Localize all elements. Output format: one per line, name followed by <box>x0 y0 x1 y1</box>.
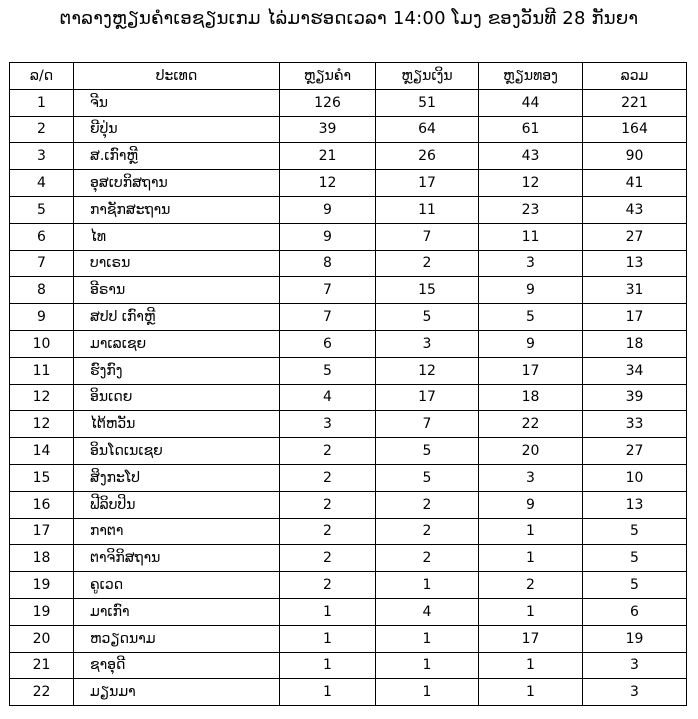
table-row <box>10 277 687 304</box>
table-row <box>10 357 687 384</box>
page-title: ຕາລາງຫຼຽນຄຳເອຊຽນເກມ ໄລ່ມາຮອດເວລາ 14:00 ໂມງ ຂອງວັນທີ 28 ກັນຍາ <box>59 8 639 29</box>
cell-gold: 9 <box>280 196 376 223</box>
cell-total: 33 <box>583 411 687 438</box>
cell-gold: 6 <box>280 330 376 357</box>
cell-rank: 1 <box>10 89 74 116</box>
table-row <box>10 598 687 625</box>
cell-country: ມຽນມາ <box>74 679 280 706</box>
cell-silver: 12 <box>376 357 479 384</box>
cell-bronze: 3 <box>479 250 583 277</box>
cell-bronze: 1 <box>479 545 583 572</box>
cell-country: ຍີປຸ່ນ <box>74 116 280 143</box>
table-row <box>10 223 687 250</box>
cell-bronze: 1 <box>479 652 583 679</box>
cell-gold: 7 <box>280 277 376 304</box>
cell-country: ກາຊັກສະຖານ <box>74 196 280 223</box>
cell-bronze: 20 <box>479 438 583 465</box>
cell-bronze: 17 <box>479 625 583 652</box>
table-body <box>10 89 687 705</box>
table-row <box>10 411 687 438</box>
cell-silver: 1 <box>376 652 479 679</box>
cell-gold: 7 <box>280 304 376 331</box>
header-bronze: ຫຼຽນທອງ <box>479 63 583 90</box>
table-header-row <box>10 63 687 90</box>
cell-silver: 7 <box>376 223 479 250</box>
cell-gold: 1 <box>280 652 376 679</box>
cell-total: 27 <box>583 223 687 250</box>
table-row <box>10 438 687 465</box>
header-total: ລວມ <box>583 63 687 90</box>
cell-bronze: 23 <box>479 196 583 223</box>
cell-rank: 9 <box>10 304 74 331</box>
cell-gold: 2 <box>280 572 376 599</box>
cell-rank: 8 <box>10 277 74 304</box>
cell-gold: 8 <box>280 250 376 277</box>
cell-total: 39 <box>583 384 687 411</box>
cell-country: ອິນໂດເນເຊຍ <box>74 438 280 465</box>
cell-country: ຫວຽດນາມ <box>74 625 280 652</box>
cell-total: 5 <box>583 518 687 545</box>
cell-silver: 2 <box>376 518 479 545</box>
cell-country: ຕາຈິກິສຖານ <box>74 545 280 572</box>
cell-country: ອິນເດຍ <box>74 384 280 411</box>
cell-country: ໄຕ້ຫວັນ <box>74 411 280 438</box>
table-row <box>10 384 687 411</box>
cell-country: ຈີນ <box>74 89 280 116</box>
cell-silver: 5 <box>376 304 479 331</box>
cell-gold: 12 <box>280 170 376 197</box>
cell-bronze: 1 <box>479 598 583 625</box>
cell-gold: 4 <box>280 384 376 411</box>
cell-country: ມາເກົາ <box>74 598 280 625</box>
cell-bronze: 5 <box>479 304 583 331</box>
cell-gold: 1 <box>280 625 376 652</box>
cell-gold: 1 <box>280 679 376 706</box>
cell-total: 3 <box>583 652 687 679</box>
cell-country: ມາເລເຊຍ <box>74 330 280 357</box>
cell-silver: 2 <box>376 250 479 277</box>
cell-country: ກາຕາ <box>74 518 280 545</box>
cell-total: 6 <box>583 598 687 625</box>
cell-country: ຄູເວດ <box>74 572 280 599</box>
cell-bronze: 3 <box>479 464 583 491</box>
cell-bronze: 2 <box>479 572 583 599</box>
cell-silver: 51 <box>376 89 479 116</box>
cell-total: 13 <box>583 250 687 277</box>
cell-bronze: 9 <box>479 277 583 304</box>
cell-gold: 126 <box>280 89 376 116</box>
cell-country: ສ.ເກົາຫຼີ <box>74 143 280 170</box>
cell-bronze: 9 <box>479 330 583 357</box>
table-row <box>10 625 687 652</box>
header-rank: ລ/ດ <box>10 63 74 90</box>
cell-country: ຊາອຸດີ <box>74 652 280 679</box>
cell-gold: 9 <box>280 223 376 250</box>
cell-gold: 1 <box>280 598 376 625</box>
cell-rank: 15 <box>10 464 74 491</box>
cell-rank: 22 <box>10 679 74 706</box>
header-country: ປະເທດ <box>74 63 280 90</box>
cell-gold: 2 <box>280 438 376 465</box>
cell-gold: 5 <box>280 357 376 384</box>
cell-total: 90 <box>583 143 687 170</box>
cell-silver: 5 <box>376 438 479 465</box>
cell-gold: 2 <box>280 518 376 545</box>
cell-total: 3 <box>583 679 687 706</box>
cell-gold: 3 <box>280 411 376 438</box>
cell-rank: 5 <box>10 196 74 223</box>
table-row <box>10 304 687 331</box>
cell-total: 17 <box>583 304 687 331</box>
cell-silver: 3 <box>376 330 479 357</box>
cell-silver: 1 <box>376 625 479 652</box>
cell-bronze: 12 <box>479 170 583 197</box>
cell-bronze: 9 <box>479 491 583 518</box>
cell-rank: 16 <box>10 491 74 518</box>
table-row <box>10 679 687 706</box>
cell-rank: 6 <box>10 223 74 250</box>
cell-rank: 3 <box>10 143 74 170</box>
table-row <box>10 170 687 197</box>
cell-silver: 17 <box>376 170 479 197</box>
cell-rank: 14 <box>10 438 74 465</box>
cell-gold: 2 <box>280 491 376 518</box>
header-gold: ຫຼຽນຄຳ <box>280 63 376 90</box>
cell-country: ອີຣານ <box>74 277 280 304</box>
table-row <box>10 250 687 277</box>
cell-silver: 11 <box>376 196 479 223</box>
cell-rank: 12 <box>10 411 74 438</box>
table-row <box>10 464 687 491</box>
medal-table <box>9 62 687 706</box>
cell-silver: 2 <box>376 545 479 572</box>
cell-rank: 10 <box>10 330 74 357</box>
cell-rank: 12 <box>10 384 74 411</box>
cell-total: 5 <box>583 572 687 599</box>
cell-total: 43 <box>583 196 687 223</box>
cell-total: 10 <box>583 464 687 491</box>
cell-bronze: 61 <box>479 116 583 143</box>
cell-rank: 18 <box>10 545 74 572</box>
cell-bronze: 18 <box>479 384 583 411</box>
cell-gold: 2 <box>280 545 376 572</box>
cell-total: 164 <box>583 116 687 143</box>
cell-total: 41 <box>583 170 687 197</box>
cell-rank: 4 <box>10 170 74 197</box>
cell-rank: 17 <box>10 518 74 545</box>
cell-rank: 2 <box>10 116 74 143</box>
table-row <box>10 572 687 599</box>
cell-total: 19 <box>583 625 687 652</box>
cell-bronze: 17 <box>479 357 583 384</box>
cell-silver: 26 <box>376 143 479 170</box>
header-silver: ຫຼຽນເງິນ <box>376 63 479 90</box>
cell-country: ຟີລິບປິນ <box>74 491 280 518</box>
cell-bronze: 43 <box>479 143 583 170</box>
cell-country: ໄທ <box>74 223 280 250</box>
cell-total: 18 <box>583 330 687 357</box>
table-row <box>10 491 687 518</box>
table-row <box>10 330 687 357</box>
cell-silver: 15 <box>376 277 479 304</box>
cell-country: ບາເຣນ <box>74 250 280 277</box>
cell-rank: 20 <box>10 625 74 652</box>
cell-rank: 21 <box>10 652 74 679</box>
table-row <box>10 143 687 170</box>
cell-bronze: 11 <box>479 223 583 250</box>
cell-silver: 2 <box>376 491 479 518</box>
cell-total: 221 <box>583 89 687 116</box>
cell-rank: 19 <box>10 572 74 599</box>
table-row <box>10 196 687 223</box>
cell-silver: 1 <box>376 572 479 599</box>
cell-rank: 7 <box>10 250 74 277</box>
cell-bronze: 1 <box>479 518 583 545</box>
cell-silver: 64 <box>376 116 479 143</box>
cell-total: 27 <box>583 438 687 465</box>
table-row <box>10 518 687 545</box>
cell-gold: 39 <box>280 116 376 143</box>
cell-country: ຮົງກົງ <box>74 357 280 384</box>
table-row <box>10 545 687 572</box>
cell-silver: 1 <box>376 679 479 706</box>
cell-rank: 11 <box>10 357 74 384</box>
cell-silver: 17 <box>376 384 479 411</box>
cell-bronze: 22 <box>479 411 583 438</box>
table-row <box>10 652 687 679</box>
cell-silver: 7 <box>376 411 479 438</box>
cell-total: 5 <box>583 545 687 572</box>
cell-rank: 19 <box>10 598 74 625</box>
cell-silver: 4 <box>376 598 479 625</box>
cell-total: 34 <box>583 357 687 384</box>
cell-gold: 21 <box>280 143 376 170</box>
cell-total: 13 <box>583 491 687 518</box>
cell-country: ອຸສເບກິສຖານ <box>74 170 280 197</box>
cell-silver: 5 <box>376 464 479 491</box>
cell-country: ສປປ ເກົາຫຼີ <box>74 304 280 331</box>
table-row <box>10 116 687 143</box>
cell-bronze: 1 <box>479 679 583 706</box>
cell-gold: 2 <box>280 464 376 491</box>
cell-total: 31 <box>583 277 687 304</box>
table-row <box>10 89 687 116</box>
cell-bronze: 44 <box>479 89 583 116</box>
cell-country: ສິງກະໂປ <box>74 464 280 491</box>
